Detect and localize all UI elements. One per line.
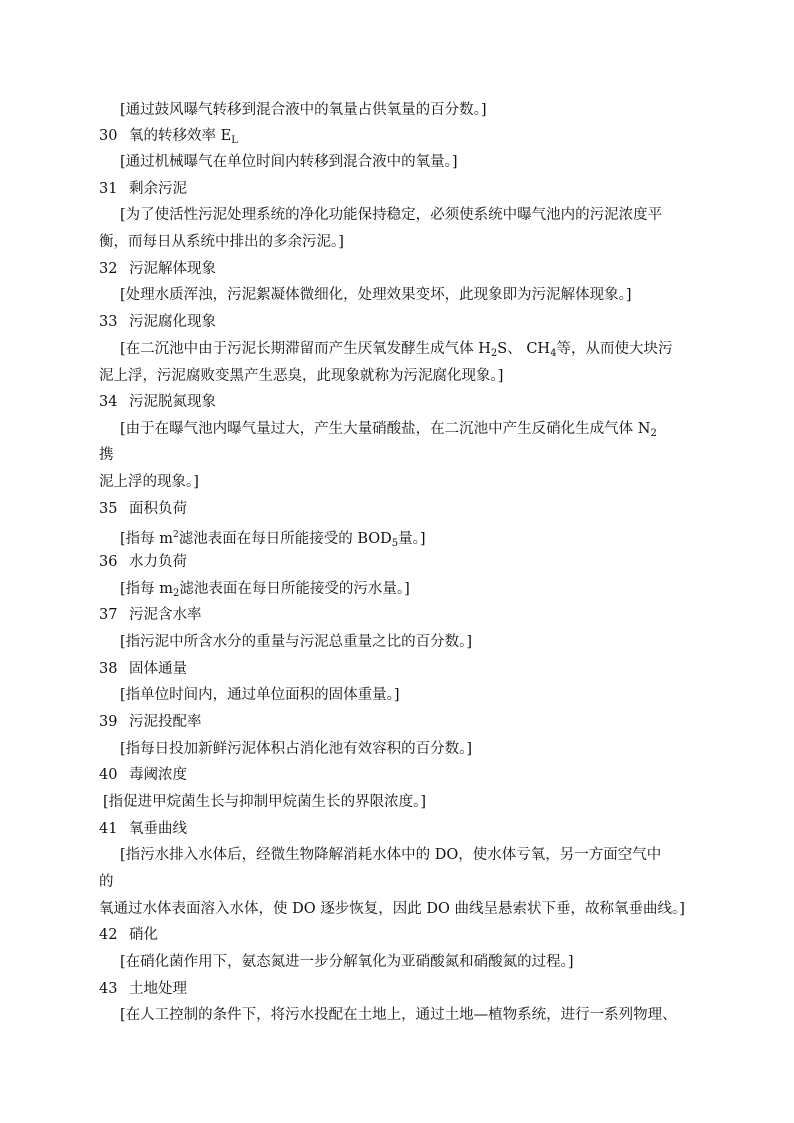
- definition-line: 泥上浮，污泥腐败变黑产生恶臭，此现象就称为污泥腐化现象。]: [99, 368, 504, 384]
- term-heading-30: [99, 126, 238, 151]
- term-heading-37: [99, 605, 202, 625]
- definition-line: [120, 419, 657, 444]
- term-heading-35: [99, 499, 187, 519]
- term-number: 35: [99, 501, 118, 517]
- definition-line: [指每日投加新鲜污泥体积占消化池有效容积的百分数。]: [120, 741, 473, 757]
- definition-line: 泥上浮的现象。]: [99, 474, 199, 490]
- text-span: 量。]: [398, 531, 426, 547]
- term-heading-32: [99, 259, 216, 279]
- term-heading-42: [99, 925, 158, 945]
- term-number: 34: [99, 394, 118, 410]
- term-heading-43: [99, 979, 187, 999]
- term-number: 40: [99, 767, 118, 783]
- definition-line: [120, 579, 410, 604]
- term-number: 36: [99, 554, 118, 570]
- term-title: 污泥腐化现象: [129, 314, 216, 330]
- term-title: 固体通量: [129, 661, 187, 677]
- definition-line: [在硝化菌作用下，氨态氮进一步分解氧化为亚硝酸氮和硝酸氮的过程。]: [120, 954, 574, 970]
- text-span: S、 CH: [497, 341, 551, 357]
- subscript: 2: [650, 428, 657, 439]
- definition-line: 携: [99, 447, 114, 463]
- subscript: 4: [550, 348, 557, 359]
- term-heading-39: [99, 712, 202, 732]
- term-number: 43: [99, 981, 118, 997]
- text-span: 滤池表面在每日所能接受的 BOD: [178, 531, 392, 547]
- text-span: [指每 m: [120, 581, 174, 597]
- term-heading-41: [99, 819, 187, 839]
- subscript: L: [231, 135, 238, 146]
- term-number: 39: [99, 714, 118, 730]
- definition-line: [通过鼓风曝气转移到混合液中的氧量占供氧量的百分数。]: [120, 102, 487, 118]
- definition-line: [指污水排入水体后，经微生物降解消耗水体中的 DO，使水体亏氧，另一方面空气中: [120, 847, 662, 863]
- text-span: 等，从而使大块污: [556, 341, 673, 357]
- superscript: 2: [173, 530, 179, 540]
- term-number: 37: [99, 607, 118, 623]
- definition-line: [120, 525, 426, 554]
- subscript: 2: [490, 348, 498, 359]
- definition-line: [处理水质浑浊，污泥絮凝体微细化，处理效果变坏，此现象即为污泥解体现象。]: [120, 287, 632, 303]
- term-title: 剩余污泥: [129, 181, 187, 197]
- term-title: 污泥解体现象: [129, 261, 216, 277]
- term-title: 硝化: [129, 927, 158, 943]
- term-heading-33: [99, 312, 216, 332]
- definition-line: [在人工控制的条件下，将污水投配在土地上，通过土地—植物系统，进行一系列物理、: [120, 1007, 677, 1023]
- term-heading-38: [99, 659, 187, 679]
- subscript: 2: [173, 588, 180, 599]
- term-heading-31: [99, 179, 187, 199]
- term-title: 氧的转移效率 E: [129, 128, 232, 144]
- text-span: [指每 m: [120, 531, 174, 547]
- definition-line: 衡，而每日从系统中排出的多余污泥。]: [99, 234, 344, 250]
- definition-line: [为了使活性污泥处理系统的净化功能保持稳定，必须使系统中曝气池内的污泥浓度平: [120, 207, 663, 223]
- term-number: 31: [99, 181, 118, 197]
- term-heading-40: [99, 765, 187, 785]
- text-span: 滤池表面在每日所能接受的污水量。]: [179, 581, 410, 597]
- definition-line: 的: [99, 874, 114, 890]
- definition-line: [120, 339, 672, 364]
- term-heading-34: [99, 392, 216, 412]
- term-number: 41: [99, 821, 118, 837]
- term-title: 污泥脱氮现象: [129, 394, 216, 410]
- term-heading-36: [99, 552, 187, 572]
- term-title: 面积负荷: [129, 501, 187, 517]
- subscript: 5: [391, 538, 399, 549]
- term-number: 32: [99, 261, 118, 277]
- term-title: 污泥投配率: [129, 714, 202, 730]
- term-title: 氧垂曲线: [129, 821, 187, 837]
- definition-line: [通过机械曝气在单位时间内转移到混合液中的氧量。]: [120, 154, 458, 170]
- term-number: 30: [99, 128, 118, 144]
- term-number: 42: [99, 927, 118, 943]
- term-title: 毒阈浓度: [129, 767, 187, 783]
- definition-line: [指促进甲烷菌生长与抑制甲烷菌生长的界限浓度。]: [103, 794, 427, 810]
- term-title: 土地处理: [129, 981, 187, 997]
- term-title: 污泥含水率: [129, 607, 202, 623]
- text-span: [在二沉池中由于污泥长期滞留而产生厌氧发酵生成气体 H: [120, 341, 491, 357]
- definition-line: [指污泥中所含水分的重量与污泥总重量之比的百分数。]: [120, 634, 473, 650]
- text-span: [由于在曝气池内曝气量过大，产生大量硝酸盐，在二沉池中产生反硝化生成气体 N: [120, 421, 651, 437]
- term-number: 38: [99, 661, 118, 677]
- definition-line: 氧通过水体表面溶入水体，使 DO 逐步恢复，因此 DO 曲线呈悬索状下垂，故称氧垂曲线。]: [99, 901, 685, 917]
- term-title: 水力负荷: [129, 554, 187, 570]
- term-number: 33: [99, 314, 118, 330]
- definition-line: [指单位时间内，通过单位面积的固体重量。]: [120, 687, 400, 703]
